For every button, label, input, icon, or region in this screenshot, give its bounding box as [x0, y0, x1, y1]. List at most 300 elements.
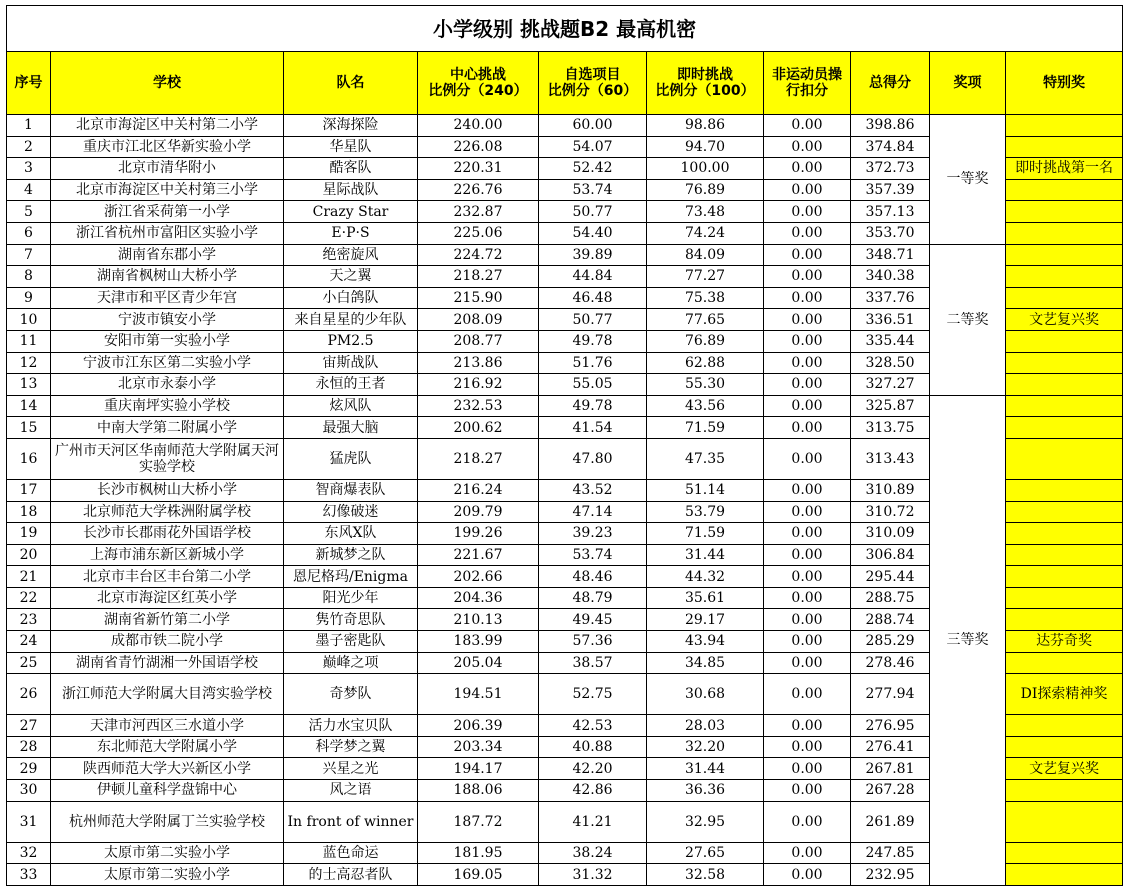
cell-school: 陕西师范大学大兴新区小学 [51, 758, 284, 780]
cell-center: 220.31 [418, 158, 539, 180]
cell-instant: 94.70 [647, 136, 764, 158]
cell-team: 东风X队 [284, 523, 418, 545]
cell-team: 宙斯战队 [284, 352, 418, 374]
cell-team: 绝密旋风 [284, 244, 418, 266]
cell-center: 215.90 [418, 287, 539, 309]
cell-penalty: 0.00 [764, 780, 851, 802]
cell-self: 55.05 [539, 374, 647, 396]
header-center-line1: 中心挑战 [450, 67, 506, 83]
cell-team: 墨子密匙队 [284, 631, 418, 653]
cell-instant: 71.59 [647, 523, 764, 545]
cell-penalty: 0.00 [764, 374, 851, 396]
cell-center: 205.04 [418, 652, 539, 674]
cell-school: 天津市河西区三水道小学 [51, 715, 284, 737]
cell-school: 长沙市枫树山大桥小学 [51, 479, 284, 501]
cell-self: 42.53 [539, 715, 647, 737]
header-instant-score [647, 52, 764, 115]
special-award-cell [1006, 287, 1123, 309]
cell-seq: 32 [7, 842, 51, 864]
cell-center: 206.39 [418, 715, 539, 737]
cell-self: 40.88 [539, 736, 647, 758]
cell-team: 恩尼格玛/Enigma [284, 566, 418, 588]
cell-self: 49.45 [539, 609, 647, 631]
cell-seq: 30 [7, 780, 51, 802]
special-award-cell: 即时挑战第一名 [1006, 158, 1123, 180]
special-award-cell [1006, 222, 1123, 244]
cell-self: 52.42 [539, 158, 647, 180]
cell-school: 宁波市镇安小学 [51, 309, 284, 331]
cell-self: 57.36 [539, 631, 647, 653]
cell-center: 240.00 [418, 115, 539, 137]
cell-self: 31.32 [539, 864, 647, 886]
cell-penalty: 0.00 [764, 715, 851, 737]
cell-total: 288.74 [851, 609, 930, 631]
cell-instant: 74.24 [647, 222, 764, 244]
cell-seq: 28 [7, 736, 51, 758]
cell-total: 247.85 [851, 842, 930, 864]
cell-instant: 76.89 [647, 179, 764, 201]
cell-seq: 13 [7, 374, 51, 396]
cell-school: 北京市海淀区中关村第二小学 [51, 115, 284, 137]
table-body [7, 115, 1123, 886]
special-award-cell [1006, 587, 1123, 609]
cell-total: 276.41 [851, 736, 930, 758]
cell-seq: 33 [7, 864, 51, 886]
cell-school: 宁波市江东区第二实验小学 [51, 352, 284, 374]
cell-total: 374.84 [851, 136, 930, 158]
cell-instant: 77.65 [647, 309, 764, 331]
award-cell: 三等奖 [930, 395, 1006, 885]
cell-instant: 32.95 [647, 801, 764, 842]
cell-team: 最强大脑 [284, 417, 418, 439]
cell-team: 活力水宝贝队 [284, 715, 418, 737]
sheet-title: 小学级别 挑战题B2 最高机密 [7, 6, 1123, 52]
cell-total: 357.39 [851, 179, 930, 201]
header-penalty-line2: 行扣分 [786, 83, 828, 99]
cell-instant: 76.89 [647, 330, 764, 352]
cell-seq: 4 [7, 179, 51, 201]
cell-school: 成都市铁二院小学 [51, 631, 284, 653]
cell-penalty: 0.00 [764, 842, 851, 864]
cell-total: 310.09 [851, 523, 930, 545]
cell-instant: 53.79 [647, 501, 764, 523]
cell-seq: 27 [7, 715, 51, 737]
special-award-cell [1006, 395, 1123, 417]
cell-instant: 47.35 [647, 438, 764, 479]
cell-instant: 43.56 [647, 395, 764, 417]
cell-seq: 26 [7, 674, 51, 715]
cell-penalty: 0.00 [764, 222, 851, 244]
cell-school: 浙江师范大学附属大目湾实验学校 [51, 674, 284, 715]
special-award-cell: 文艺复兴奖 [1006, 758, 1123, 780]
cell-total: 310.89 [851, 479, 930, 501]
cell-total: 288.75 [851, 587, 930, 609]
cell-total: 306.84 [851, 544, 930, 566]
cell-penalty: 0.00 [764, 309, 851, 331]
cell-school: 伊顿儿童科学盘锦中心 [51, 780, 284, 802]
header-self-score [539, 52, 647, 115]
cell-total: 313.43 [851, 438, 930, 479]
cell-seq: 8 [7, 266, 51, 288]
special-award-cell [1006, 864, 1123, 886]
header-penalty-line1: 非运动员操 [772, 67, 842, 83]
cell-team: 科学梦之翼 [284, 736, 418, 758]
cell-center: 181.95 [418, 842, 539, 864]
cell-team: 幻像破迷 [284, 501, 418, 523]
cell-seq: 3 [7, 158, 51, 180]
cell-total: 278.46 [851, 652, 930, 674]
header-total: 总得分 [851, 52, 930, 115]
cell-school: 上海市浦东新区新城小学 [51, 544, 284, 566]
cell-penalty: 0.00 [764, 287, 851, 309]
cell-penalty: 0.00 [764, 115, 851, 137]
cell-center: 213.86 [418, 352, 539, 374]
cell-center: 218.27 [418, 438, 539, 479]
cell-center: 218.27 [418, 266, 539, 288]
cell-center: 169.05 [418, 864, 539, 886]
special-award-cell [1006, 652, 1123, 674]
cell-self: 38.57 [539, 652, 647, 674]
cell-total: 328.50 [851, 352, 930, 374]
cell-team: 兴星之光 [284, 758, 418, 780]
cell-seq: 1 [7, 115, 51, 137]
special-award-cell [1006, 179, 1123, 201]
cell-center: 232.87 [418, 201, 539, 223]
cell-self: 50.77 [539, 309, 647, 331]
cell-total: 277.94 [851, 674, 930, 715]
cell-penalty: 0.00 [764, 244, 851, 266]
cell-total: 232.95 [851, 864, 930, 886]
special-award-cell [1006, 266, 1123, 288]
cell-school: 北京市海淀区红英小学 [51, 587, 284, 609]
cell-center: 183.99 [418, 631, 539, 653]
cell-school: 北京市清华附小 [51, 158, 284, 180]
special-award-cell [1006, 715, 1123, 737]
header-self-line2: 比例分（60） [547, 83, 638, 99]
cell-self: 42.20 [539, 758, 647, 780]
cell-seq: 7 [7, 244, 51, 266]
cell-total: 267.28 [851, 780, 930, 802]
cell-penalty: 0.00 [764, 523, 851, 545]
cell-center: 204.36 [418, 587, 539, 609]
cell-penalty: 0.00 [764, 736, 851, 758]
special-award-cell [1006, 374, 1123, 396]
special-award-cell [1006, 244, 1123, 266]
cell-seq: 17 [7, 479, 51, 501]
special-award-cell: DI探索精神奖 [1006, 674, 1123, 715]
special-award-cell [1006, 438, 1123, 479]
cell-school: 北京市海淀区中关村第三小学 [51, 179, 284, 201]
cell-school: 长沙市长郡雨花外国语学校 [51, 523, 284, 545]
cell-seq: 21 [7, 566, 51, 588]
cell-school: 杭州师范大学附属丁兰实验学校 [51, 801, 284, 842]
cell-instant: 30.68 [647, 674, 764, 715]
cell-penalty: 0.00 [764, 201, 851, 223]
special-award-cell [1006, 352, 1123, 374]
cell-penalty: 0.00 [764, 609, 851, 631]
cell-self: 41.54 [539, 417, 647, 439]
cell-center: 208.09 [418, 309, 539, 331]
cell-instant: 43.94 [647, 631, 764, 653]
cell-seq: 22 [7, 587, 51, 609]
cell-center: 200.62 [418, 417, 539, 439]
cell-instant: 62.88 [647, 352, 764, 374]
cell-seq: 20 [7, 544, 51, 566]
cell-team: 蓝色命运 [284, 842, 418, 864]
cell-self: 39.23 [539, 523, 647, 545]
cell-total: 310.72 [851, 501, 930, 523]
special-award-cell [1006, 523, 1123, 545]
cell-seq: 2 [7, 136, 51, 158]
cell-instant: 77.27 [647, 266, 764, 288]
cell-self: 47.80 [539, 438, 647, 479]
cell-seq: 24 [7, 631, 51, 653]
award-cell: 一等奖 [930, 115, 1006, 245]
cell-team: 星际战队 [284, 179, 418, 201]
cell-self: 42.86 [539, 780, 647, 802]
table-row [7, 395, 1123, 417]
cell-team: 华星队 [284, 136, 418, 158]
special-award-cell [1006, 330, 1123, 352]
cell-instant: 34.85 [647, 652, 764, 674]
cell-self: 49.78 [539, 395, 647, 417]
cell-self: 43.52 [539, 479, 647, 501]
cell-penalty: 0.00 [764, 864, 851, 886]
header-center-score [418, 52, 539, 115]
special-award-cell [1006, 417, 1123, 439]
header-instant-line1: 即时挑战 [677, 67, 733, 83]
header-school: 学校 [51, 52, 284, 115]
cell-penalty: 0.00 [764, 136, 851, 158]
cell-self: 39.89 [539, 244, 647, 266]
cell-school: 东北师范大学附属小学 [51, 736, 284, 758]
cell-total: 357.13 [851, 201, 930, 223]
cell-penalty: 0.00 [764, 158, 851, 180]
cell-instant: 55.30 [647, 374, 764, 396]
cell-school: 湖南省新竹第二小学 [51, 609, 284, 631]
special-award-cell [1006, 544, 1123, 566]
cell-self: 41.21 [539, 801, 647, 842]
cell-total: 276.95 [851, 715, 930, 737]
results-table [6, 5, 1123, 886]
cell-total: 340.38 [851, 266, 930, 288]
special-award-cell [1006, 609, 1123, 631]
cell-instant: 27.65 [647, 842, 764, 864]
cell-team: 小白鸽队 [284, 287, 418, 309]
cell-penalty: 0.00 [764, 266, 851, 288]
cell-school: 安阳市第一实验小学 [51, 330, 284, 352]
cell-instant: 29.17 [647, 609, 764, 631]
cell-team: PM2.5 [284, 330, 418, 352]
header-center-line2: 比例分（240） [428, 83, 528, 99]
special-award-cell [1006, 501, 1123, 523]
cell-penalty: 0.00 [764, 438, 851, 479]
cell-school: 浙江省采荷第一小学 [51, 201, 284, 223]
cell-penalty: 0.00 [764, 652, 851, 674]
special-award-cell [1006, 201, 1123, 223]
cell-seq: 25 [7, 652, 51, 674]
cell-seq: 31 [7, 801, 51, 842]
cell-instant: 100.00 [647, 158, 764, 180]
cell-penalty: 0.00 [764, 395, 851, 417]
cell-self: 60.00 [539, 115, 647, 137]
cell-center: 208.77 [418, 330, 539, 352]
cell-instant: 28.03 [647, 715, 764, 737]
header-penalty [764, 52, 851, 115]
cell-school: 北京市永泰小学 [51, 374, 284, 396]
cell-seq: 29 [7, 758, 51, 780]
cell-team: 隽竹奇思队 [284, 609, 418, 631]
cell-center: 194.51 [418, 674, 539, 715]
cell-self: 47.14 [539, 501, 647, 523]
cell-seq: 19 [7, 523, 51, 545]
header-team: 队名 [284, 52, 418, 115]
cell-total: 325.87 [851, 395, 930, 417]
cell-penalty: 0.00 [764, 417, 851, 439]
cell-total: 313.75 [851, 417, 930, 439]
header-special: 特别奖 [1006, 52, 1123, 115]
cell-seq: 23 [7, 609, 51, 631]
cell-instant: 44.32 [647, 566, 764, 588]
cell-school: 太原市第二实验小学 [51, 842, 284, 864]
cell-total: 398.86 [851, 115, 930, 137]
special-award-cell [1006, 566, 1123, 588]
cell-center: 202.66 [418, 566, 539, 588]
cell-instant: 32.20 [647, 736, 764, 758]
cell-penalty: 0.00 [764, 631, 851, 653]
cell-seq: 14 [7, 395, 51, 417]
cell-center: 199.26 [418, 523, 539, 545]
cell-center: 232.53 [418, 395, 539, 417]
cell-total: 285.29 [851, 631, 930, 653]
cell-center: 210.13 [418, 609, 539, 631]
cell-penalty: 0.00 [764, 352, 851, 374]
special-award-cell [1006, 115, 1123, 137]
cell-total: 327.27 [851, 374, 930, 396]
table-row [7, 115, 1123, 137]
cell-team: 炫风队 [284, 395, 418, 417]
cell-self: 54.40 [539, 222, 647, 244]
cell-center: 209.79 [418, 501, 539, 523]
special-award-cell: 文艺复兴奖 [1006, 309, 1123, 331]
cell-instant: 84.09 [647, 244, 764, 266]
header-row [7, 52, 1123, 115]
cell-self: 48.79 [539, 587, 647, 609]
cell-penalty: 0.00 [764, 801, 851, 842]
header-seq: 序号 [7, 52, 51, 115]
cell-self: 48.46 [539, 566, 647, 588]
cell-total: 336.51 [851, 309, 930, 331]
cell-instant: 35.61 [647, 587, 764, 609]
cell-total: 353.70 [851, 222, 930, 244]
cell-seq: 16 [7, 438, 51, 479]
cell-instant: 71.59 [647, 417, 764, 439]
cell-seq: 18 [7, 501, 51, 523]
cell-school: 天津市和平区青少年宫 [51, 287, 284, 309]
special-award-cell: 达芬奇奖 [1006, 631, 1123, 653]
cell-team: 的士高忍者队 [284, 864, 418, 886]
cell-team: 智商爆表队 [284, 479, 418, 501]
cell-center: 203.34 [418, 736, 539, 758]
cell-total: 261.89 [851, 801, 930, 842]
cell-center: 225.06 [418, 222, 539, 244]
cell-team: 永恒的王者 [284, 374, 418, 396]
table-row [7, 244, 1123, 266]
special-award-cell [1006, 479, 1123, 501]
header-award: 奖项 [930, 52, 1006, 115]
cell-total: 348.71 [851, 244, 930, 266]
cell-penalty: 0.00 [764, 544, 851, 566]
header-instant-line2: 比例分（100） [655, 83, 755, 99]
cell-instant: 51.14 [647, 479, 764, 501]
cell-team: 奇梦队 [284, 674, 418, 715]
cell-self: 50.77 [539, 201, 647, 223]
cell-total: 335.44 [851, 330, 930, 352]
cell-team: 酷客队 [284, 158, 418, 180]
special-award-cell [1006, 136, 1123, 158]
cell-penalty: 0.00 [764, 674, 851, 715]
cell-self: 53.74 [539, 544, 647, 566]
cell-team: 天之翼 [284, 266, 418, 288]
cell-center: 188.06 [418, 780, 539, 802]
special-award-cell [1006, 842, 1123, 864]
cell-seq: 12 [7, 352, 51, 374]
cell-self: 54.07 [539, 136, 647, 158]
cell-seq: 10 [7, 309, 51, 331]
cell-seq: 9 [7, 287, 51, 309]
cell-team: 巅峰之项 [284, 652, 418, 674]
cell-team: 猛虎队 [284, 438, 418, 479]
cell-penalty: 0.00 [764, 330, 851, 352]
cell-school: 湖南省枫树山大桥小学 [51, 266, 284, 288]
cell-self: 44.84 [539, 266, 647, 288]
cell-total: 337.76 [851, 287, 930, 309]
cell-center: 226.08 [418, 136, 539, 158]
cell-school: 中南大学第二附属小学 [51, 417, 284, 439]
cell-school: 太原市第二实验小学 [51, 864, 284, 886]
cell-center: 216.92 [418, 374, 539, 396]
cell-center: 221.67 [418, 544, 539, 566]
cell-self: 52.75 [539, 674, 647, 715]
special-award-cell [1006, 736, 1123, 758]
header-self-line1: 自选项目 [564, 67, 621, 83]
cell-instant: 31.44 [647, 758, 764, 780]
cell-school: 广州市天河区华南师范大学附属天河实验学校 [51, 438, 284, 479]
cell-school: 重庆南坪实验小学校 [51, 395, 284, 417]
cell-team: 新城梦之队 [284, 544, 418, 566]
cell-team: 阳光少年 [284, 587, 418, 609]
cell-self: 49.78 [539, 330, 647, 352]
cell-center: 216.24 [418, 479, 539, 501]
cell-penalty: 0.00 [764, 179, 851, 201]
cell-self: 38.24 [539, 842, 647, 864]
cell-total: 372.73 [851, 158, 930, 180]
cell-team: 风之语 [284, 780, 418, 802]
cell-penalty: 0.00 [764, 758, 851, 780]
cell-school: 北京市丰台区丰台第二小学 [51, 566, 284, 588]
cell-center: 194.17 [418, 758, 539, 780]
cell-total: 295.44 [851, 566, 930, 588]
cell-seq: 11 [7, 330, 51, 352]
cell-team: 来自星星的少年队 [284, 309, 418, 331]
cell-instant: 32.58 [647, 864, 764, 886]
cell-school: 湖南省东郡小学 [51, 244, 284, 266]
cell-team: In front of winner [284, 801, 418, 842]
cell-penalty: 0.00 [764, 479, 851, 501]
cell-self: 53.74 [539, 179, 647, 201]
cell-seq: 5 [7, 201, 51, 223]
cell-school: 重庆市江北区华新实验小学 [51, 136, 284, 158]
